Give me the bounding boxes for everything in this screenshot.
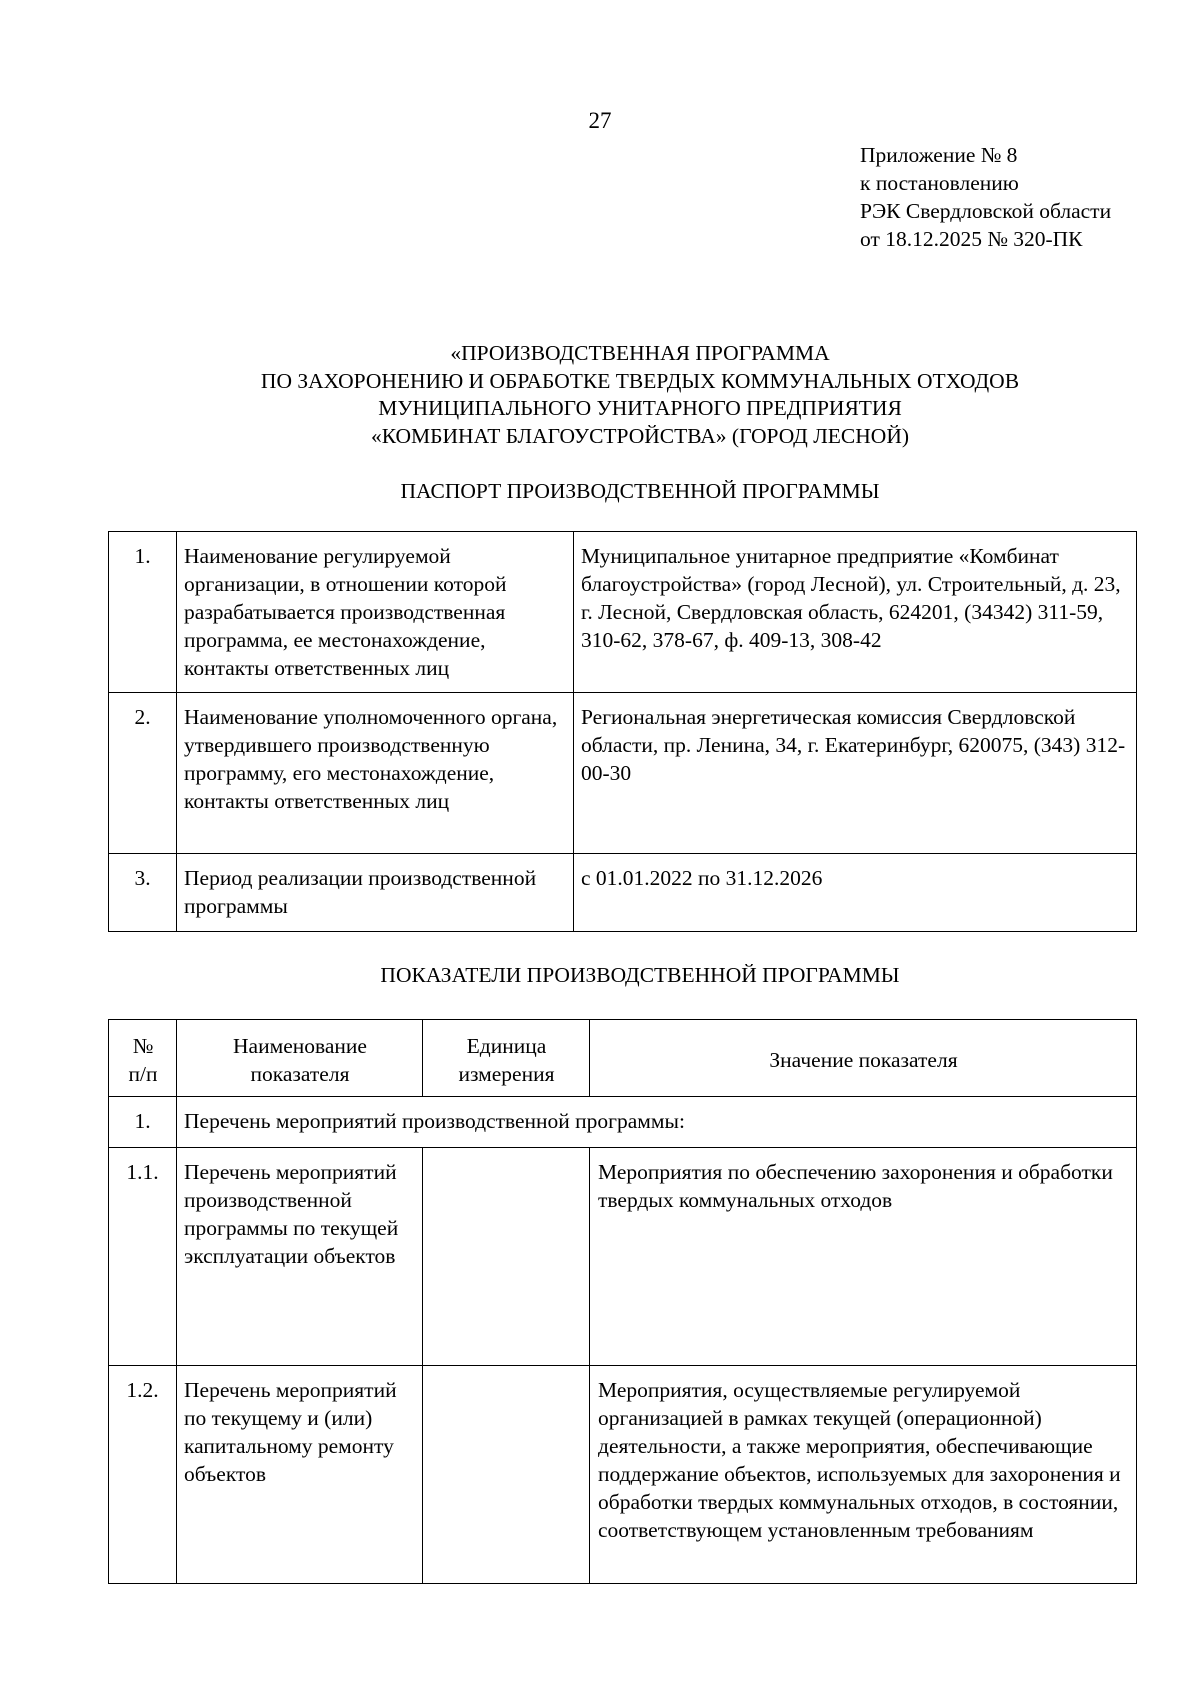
table-row [109,854,1137,932]
header-text: Наименование [233,1034,367,1058]
table-row [109,1366,1137,1584]
passport-heading: ПАСПОРТ ПРОИЗВОДСТВЕННОЙ ПРОГРАММЫ [400,479,880,503]
row-label: Наименование регулируемой организации, в отношении которой разрабатывается производственная программа, ее местонахождение, контакты ответственных лиц [177,532,574,693]
row-label: Наименование уполномоченного органа, утвердившего производственную программу, его местонахождение, контакты ответственных лиц [177,693,574,854]
title-line: МУНИЦИПАЛЬНОГО УНИТАРНОГО ПРЕДПРИЯТИЯ [378,396,902,420]
row-label: Перечень мероприятий производственной программы по текущей эксплуатации объектов [177,1148,423,1366]
row-value: Муниципальное унитарное предприятие «Комбинат благоустройства» (город Лесной), ул. Строительный, д. 23, г. Лесной, Свердловская область, 624201, (34342) 311-59, 310-62, 378-67, ф. 409-13, 308-42 [574,532,1137,693]
section-row [109,1097,1137,1148]
header-text: п/п [128,1062,158,1086]
document-title [0,340,1200,450]
table-row [109,1148,1137,1366]
header-value: Значение показателя [590,1020,1137,1097]
row-value: Мероприятия, осуществляемые регулируемой организацией в рамках текущей (операционной) деятельности, а также мероприятия, обеспечивающие поддержание объектов, используемых для захоронения и обработки твердых коммунальных отходов, в состоянии, соответствующем установленным требованиям [590,1366,1137,1584]
page-number: 27 [588,108,612,133]
header-text: измерения [458,1062,555,1086]
table-header-row [109,1020,1137,1097]
appendix-block [860,141,1111,253]
header-unit [423,1020,590,1097]
indicators-heading: ПОКАЗАТЕЛИ ПРОИЗВОДСТВЕННОЙ ПРОГРАММЫ [380,963,900,987]
header-text: Единица [466,1034,547,1058]
title-line: «ПРОИЗВОДСТВЕННАЯ ПРОГРАММА [450,341,830,365]
header-name [177,1020,423,1097]
indicators-table [108,1019,1137,1584]
row-value: Региональная энергетическая комиссия Свердловской области, пр. Ленина, 34, г. Екатеринбург, 620075, (343) 312-00-30 [574,693,1137,854]
title-line: «КОМБИНАТ БЛАГОУСТРОЙСТВА» (ГОРОД ЛЕСНОЙ) [370,423,910,448]
appendix-line: к постановлению [860,171,1019,195]
table-row [109,532,1137,693]
row-number: 1. [109,532,177,693]
row-number: 1.1. [109,1148,177,1366]
section-label: Перечень мероприятий производственной программы: [177,1097,1137,1148]
title-line: ПО ЗАХОРОНЕНИЮ И ОБРАБОТКЕ ТВЕРДЫХ КОММУНАЛЬНЫХ ОТХОДОВ [260,368,1020,393]
row-number: 1.2. [109,1366,177,1584]
row-unit [423,1366,590,1584]
row-number: 2. [109,693,177,854]
row-number: 3. [109,854,177,932]
row-unit [423,1148,590,1366]
row-number: 1. [109,1097,177,1148]
row-label: Период реализации производственной программы [177,854,574,932]
header-text: № [132,1034,154,1058]
header-number [109,1020,177,1097]
row-value: с 01.01.2022 по 31.12.2026 [574,854,1137,932]
table-row [109,693,1137,854]
row-value: Мероприятия по обеспечению захоронения и обработки твердых коммунальных отходов [590,1148,1137,1366]
appendix-line: от 18.12.2025 № 320-ПК [860,227,1083,251]
appendix-line: РЭК Свердловской области [860,199,1112,223]
passport-table [108,531,1137,932]
row-label: Перечень мероприятий по текущему и (или) капитальному ремонту объектов [177,1366,423,1584]
header-text: показателя [250,1062,350,1086]
appendix-line: Приложение № 8 [860,143,1018,167]
